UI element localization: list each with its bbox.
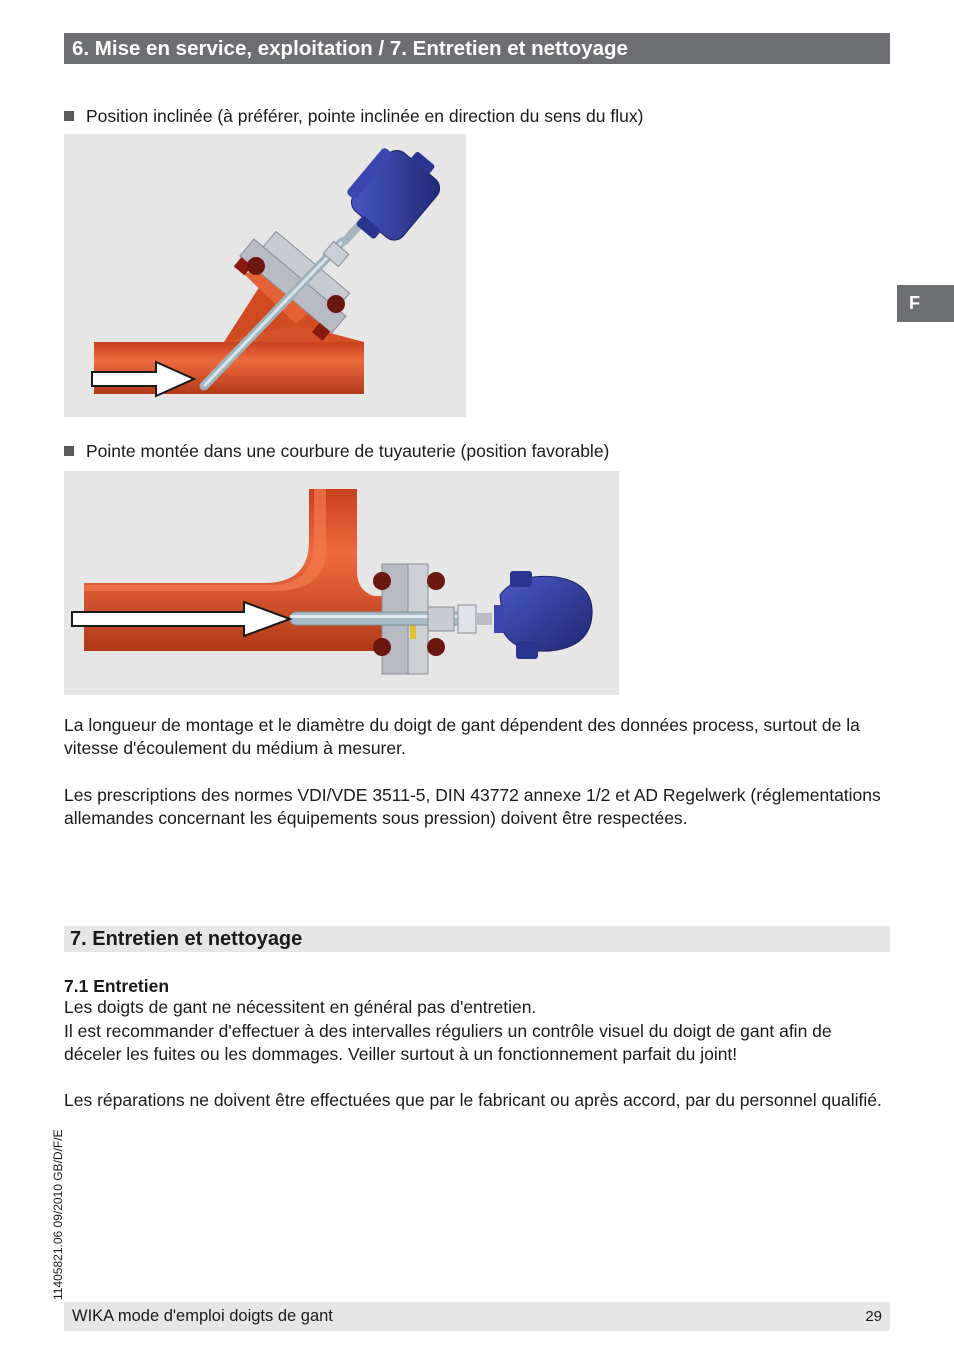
figure-elbow-installation bbox=[64, 471, 619, 695]
maintenance-line-1: Les doigts de gant ne nécessitent en général pas d'entretien. bbox=[64, 997, 537, 1017]
inclined-thermowell-illustration bbox=[64, 134, 466, 417]
subsection-title: 7.1 Entretien bbox=[64, 976, 170, 996]
figure-inclined-installation bbox=[64, 134, 466, 417]
paragraph-standards: Les prescriptions des normes VDI/VDE 3511-5, DIN 43772 annexe 1/2 et AD Regelwerk (réglementations allemandes concernant les équipements sous pression) doivent être respectées. bbox=[64, 785, 881, 828]
maintenance-line-2: Il est recommander d'effectuer à des intervalles réguliers un contrôle visuel du doigt de gant afin de déceler les fuites ou les dommages. Veiller surtout à un fonctionnement parfait du joint! bbox=[64, 1021, 832, 1064]
bullet-item-elbow bbox=[64, 440, 609, 462]
document-code: 11405821.06 09/2010 GB/D/F/E bbox=[51, 1129, 65, 1300]
paragraph-installation-length: La longueur de montage et le diamètre du doigt de gant dépendent des données process, surtout de la vitesse d'écoulement du médium à mesurer. bbox=[64, 715, 860, 758]
page-number: 29 bbox=[865, 1308, 882, 1325]
section-header-bar: 6. Mise en service, exploitation / 7. Entretien et nettoyage bbox=[64, 33, 890, 64]
elbow-thermowell-illustration bbox=[64, 471, 619, 695]
footer-text: WIKA mode d'emploi doigts de gant bbox=[72, 1307, 333, 1325]
section-title-bar: 7. Entretien et nettoyage bbox=[64, 926, 890, 952]
language-tab[interactable]: F bbox=[897, 285, 954, 322]
bullet-square-icon bbox=[64, 111, 74, 121]
bullet-square-icon bbox=[64, 446, 74, 456]
bullet-text: Pointe montée dans une courbure de tuyauterie (position favorable) bbox=[86, 441, 610, 461]
bullet-item-inclined bbox=[64, 105, 643, 127]
page-footer bbox=[64, 1302, 890, 1331]
bullet-text: Position inclinée (à préférer, pointe inclinée en direction du sens du flux) bbox=[86, 106, 644, 126]
maintenance-line-3: Les réparations ne doivent être effectuées que par le fabricant ou après accord, par du personnel qualifié. bbox=[64, 1090, 882, 1110]
